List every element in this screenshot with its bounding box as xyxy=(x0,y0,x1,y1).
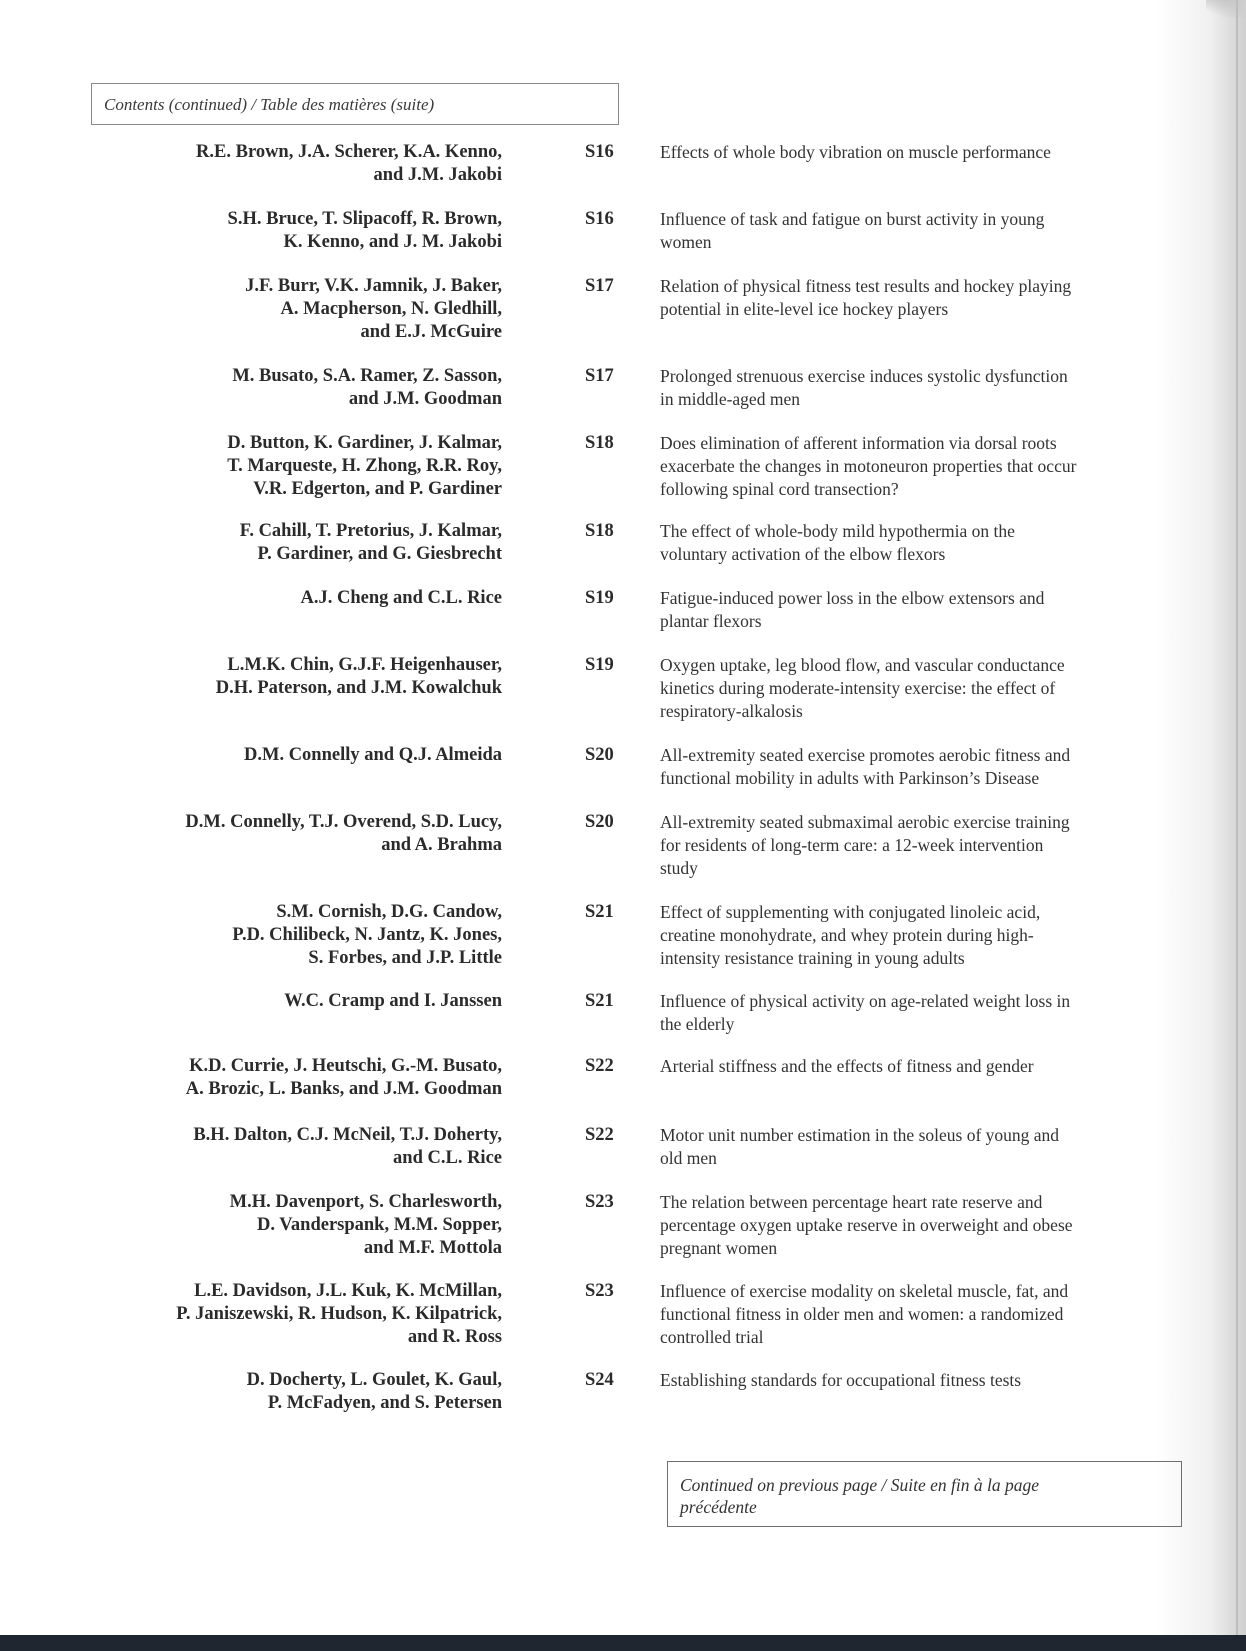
entry-authors xyxy=(100,1280,502,1349)
entry-authors xyxy=(100,1369,502,1415)
entry-title xyxy=(660,520,1200,566)
author-line: P. Janiszewski, R. Hudson, K. Kilpatrick, xyxy=(176,1304,502,1324)
author-line: D.M. Connelly and Q.J. Almeida xyxy=(244,745,502,765)
author-line: and E.J. McGuire xyxy=(360,322,502,342)
author-line: A. Macpherson, N. Gledhill, xyxy=(280,299,502,319)
title-line: Influence of physical activity on age-related weight loss in xyxy=(660,991,1071,1011)
contents-header-title: Contents (continued) / Table des matières (suite) xyxy=(104,95,435,114)
author-line: D.H. Paterson, and J.M. Kowalchuk xyxy=(215,678,502,698)
title-line: The relation between percentage heart rate reserve and xyxy=(660,1192,1043,1212)
title-line: following spinal cord transection? xyxy=(660,479,899,499)
title-line: Motor unit number estimation in the soleus of young and xyxy=(660,1125,1060,1145)
entry-page-number: S22 xyxy=(585,1056,614,1076)
entry-page-number: S20 xyxy=(585,812,614,832)
title-line: All-extremity seated submaximal aerobic exercise training xyxy=(660,812,1070,832)
entry-authors xyxy=(100,365,502,411)
entry-authors xyxy=(100,141,502,187)
author-line: P. Gardiner, and G. Giesbrecht xyxy=(257,544,502,564)
entry-authors xyxy=(100,587,502,610)
author-line: T. Marqueste, H. Zhong, R.R. Roy, xyxy=(227,456,502,476)
title-line: the elderly xyxy=(660,1014,735,1034)
entry-page-number: S20 xyxy=(585,745,614,765)
author-line: and R. Ross xyxy=(407,1327,502,1347)
entry-title xyxy=(660,1055,1200,1078)
entry-title xyxy=(660,811,1200,880)
entry-title xyxy=(660,1280,1200,1349)
entry-authors xyxy=(100,432,502,501)
title-line: pregnant women xyxy=(660,1238,778,1258)
title-line: Fatigue-induced power loss in the elbow extensors and xyxy=(660,588,1045,608)
title-line: creatine monohydrate, and whey protein during high- xyxy=(660,925,1034,945)
entry-title xyxy=(660,365,1200,411)
title-line: Influence of task and fatigue on burst activity in young xyxy=(660,209,1045,229)
title-line: Does elimination of afferent information via dorsal roots xyxy=(660,433,1057,453)
title-line: Effects of whole body vibration on muscle performance xyxy=(660,142,1051,162)
title-line: exacerbate the changes in motoneuron properties that occur xyxy=(660,456,1077,476)
title-line: Relation of physical fitness test results and hockey playing xyxy=(660,276,1072,296)
entry-page-number: S21 xyxy=(585,991,614,1011)
title-line: Establishing standards for occupational fitness tests xyxy=(660,1370,1022,1390)
entry-authors xyxy=(100,990,502,1013)
entry-title xyxy=(660,275,1200,321)
title-line: All-extremity seated exercise promotes aerobic fitness and xyxy=(660,745,1071,765)
entry-authors xyxy=(100,811,502,857)
entry-page-number: S16 xyxy=(585,142,614,162)
author-line: S. Forbes, and J.P. Little xyxy=(308,948,502,968)
author-line: A.J. Cheng and C.L. Rice xyxy=(300,588,502,608)
entry-title xyxy=(660,654,1200,723)
title-line: functional fitness in older men and women: a randomized xyxy=(660,1304,1064,1324)
title-line: respiratory-alkalosis xyxy=(660,701,803,721)
entry-authors xyxy=(100,1124,502,1170)
title-line: in middle-aged men xyxy=(660,389,800,409)
entry-page-number: S18 xyxy=(585,433,614,453)
contents-header xyxy=(91,83,619,125)
author-line: B.H. Dalton, C.J. McNeil, T.J. Doherty, xyxy=(193,1125,502,1145)
author-line: and J.M. Goodman xyxy=(348,389,502,409)
entry-page-number: S24 xyxy=(585,1370,614,1390)
entry-page-number: S22 xyxy=(585,1125,614,1145)
entry-authors xyxy=(100,208,502,254)
entry-title xyxy=(660,141,1200,164)
author-line: V.R. Edgerton, and P. Gardiner xyxy=(253,479,502,499)
title-line: potential in elite-level ice hockey players xyxy=(660,299,949,319)
entry-page-number: S17 xyxy=(585,366,614,386)
author-line: M. Busato, S.A. Ramer, Z. Sasson, xyxy=(232,366,502,386)
entry-page-number: S18 xyxy=(585,521,614,541)
title-line: old men xyxy=(660,1148,717,1168)
entry-authors xyxy=(100,744,502,767)
entry-title xyxy=(660,587,1200,633)
entry-page-number: S19 xyxy=(585,588,614,608)
author-line: and A. Brahma xyxy=(381,835,502,855)
entry-title xyxy=(660,208,1200,254)
title-line: Effect of supplementing with conjugated linoleic acid, xyxy=(660,902,1041,922)
entry-title xyxy=(660,1191,1200,1260)
entry-authors xyxy=(100,901,502,970)
author-line: P.D. Chilibeck, N. Jantz, K. Jones, xyxy=(232,925,502,945)
author-line: D. Vanderspank, M.M. Sopper, xyxy=(256,1215,502,1235)
entry-title xyxy=(660,901,1200,970)
author-line: R.E. Brown, J.A. Scherer, K.A. Kenno, xyxy=(196,142,502,162)
entry-title xyxy=(660,1369,1200,1392)
author-line: K. Kenno, and J. M. Jakobi xyxy=(283,232,502,252)
author-line: M.H. Davenport, S. Charlesworth, xyxy=(229,1192,502,1212)
author-line: L.E. Davidson, J.L. Kuk, K. McMillan, xyxy=(194,1281,502,1301)
title-line: plantar flexors xyxy=(660,611,762,631)
title-line: intensity resistance training in young adults xyxy=(660,948,965,968)
entry-page-number: S23 xyxy=(585,1192,614,1212)
title-line: Oxygen uptake, leg blood flow, and vascular conductance xyxy=(660,655,1065,675)
title-line: study xyxy=(660,858,698,878)
author-line: A. Brozic, L. Banks, and J.M. Goodman xyxy=(185,1079,502,1099)
title-line: percentage oxygen uptake reserve in overweight and obese xyxy=(660,1215,1073,1235)
author-line: D.M. Connelly, T.J. Overend, S.D. Lucy, xyxy=(185,812,502,832)
entry-title xyxy=(660,1124,1200,1170)
page-edge xyxy=(1236,0,1238,1635)
continued-note-line: Continued on previous page / Suite en fin à la page xyxy=(680,1475,1040,1495)
title-line: Prolonged strenuous exercise induces systolic dysfunction xyxy=(660,366,1068,386)
entry-page-number: S16 xyxy=(585,209,614,229)
entry-title xyxy=(660,744,1200,790)
author-line: K.D. Currie, J. Heutschi, G.-M. Busato, xyxy=(189,1056,502,1076)
entry-page-number: S21 xyxy=(585,902,614,922)
author-line: P. McFadyen, and S. Petersen xyxy=(267,1393,502,1413)
title-line: voluntary activation of the elbow flexors xyxy=(660,544,946,564)
title-line: controlled trial xyxy=(660,1327,764,1347)
author-line: W.C. Cramp and I. Janssen xyxy=(284,991,502,1011)
entry-page-number: S17 xyxy=(585,276,614,296)
author-line: J.F. Burr, V.K. Jamnik, J. Baker, xyxy=(245,276,502,296)
scan-bottom-edge xyxy=(0,1635,1246,1651)
entry-authors xyxy=(100,520,502,566)
entry-page-number: S19 xyxy=(585,655,614,675)
title-line: Influence of exercise modality on skeletal muscle, fat, and xyxy=(660,1281,1069,1301)
entry-authors xyxy=(100,654,502,700)
title-line: functional mobility in adults with Parkinson’s Disease xyxy=(660,768,1040,788)
title-line: for residents of long-term care: a 12-week intervention xyxy=(660,835,1044,855)
author-line: and M.F. Mottola xyxy=(363,1238,502,1258)
author-line: and C.L. Rice xyxy=(393,1148,502,1168)
author-line: S.H. Bruce, T. Slipacoff, R. Brown, xyxy=(227,209,502,229)
title-line: kinetics during moderate-intensity exercise: the effect of xyxy=(660,678,1056,698)
author-line: and J.M. Jakobi xyxy=(373,165,502,185)
continued-note xyxy=(667,1461,1182,1527)
entry-title xyxy=(660,990,1200,1036)
author-line: F. Cahill, T. Pretorius, J. Kalmar, xyxy=(239,521,502,541)
title-line: women xyxy=(660,232,712,252)
author-line: D. Button, K. Gardiner, J. Kalmar, xyxy=(227,433,502,453)
continued-note-line: précédente xyxy=(680,1497,757,1517)
author-line: L.M.K. Chin, G.J.F. Heigenhauser, xyxy=(227,655,502,675)
entry-title xyxy=(660,432,1200,501)
entry-authors xyxy=(100,1055,502,1101)
author-line: S.M. Cornish, D.G. Candow, xyxy=(276,902,502,922)
entry-authors xyxy=(100,1191,502,1260)
title-line: The effect of whole-body mild hypothermia on the xyxy=(660,521,1015,541)
title-line: Arterial stiffness and the effects of fitness and gender xyxy=(660,1056,1034,1076)
entry-authors xyxy=(100,275,502,344)
entry-page-number: S23 xyxy=(585,1281,614,1301)
author-line: D. Docherty, L. Goulet, K. Gaul, xyxy=(246,1370,502,1390)
